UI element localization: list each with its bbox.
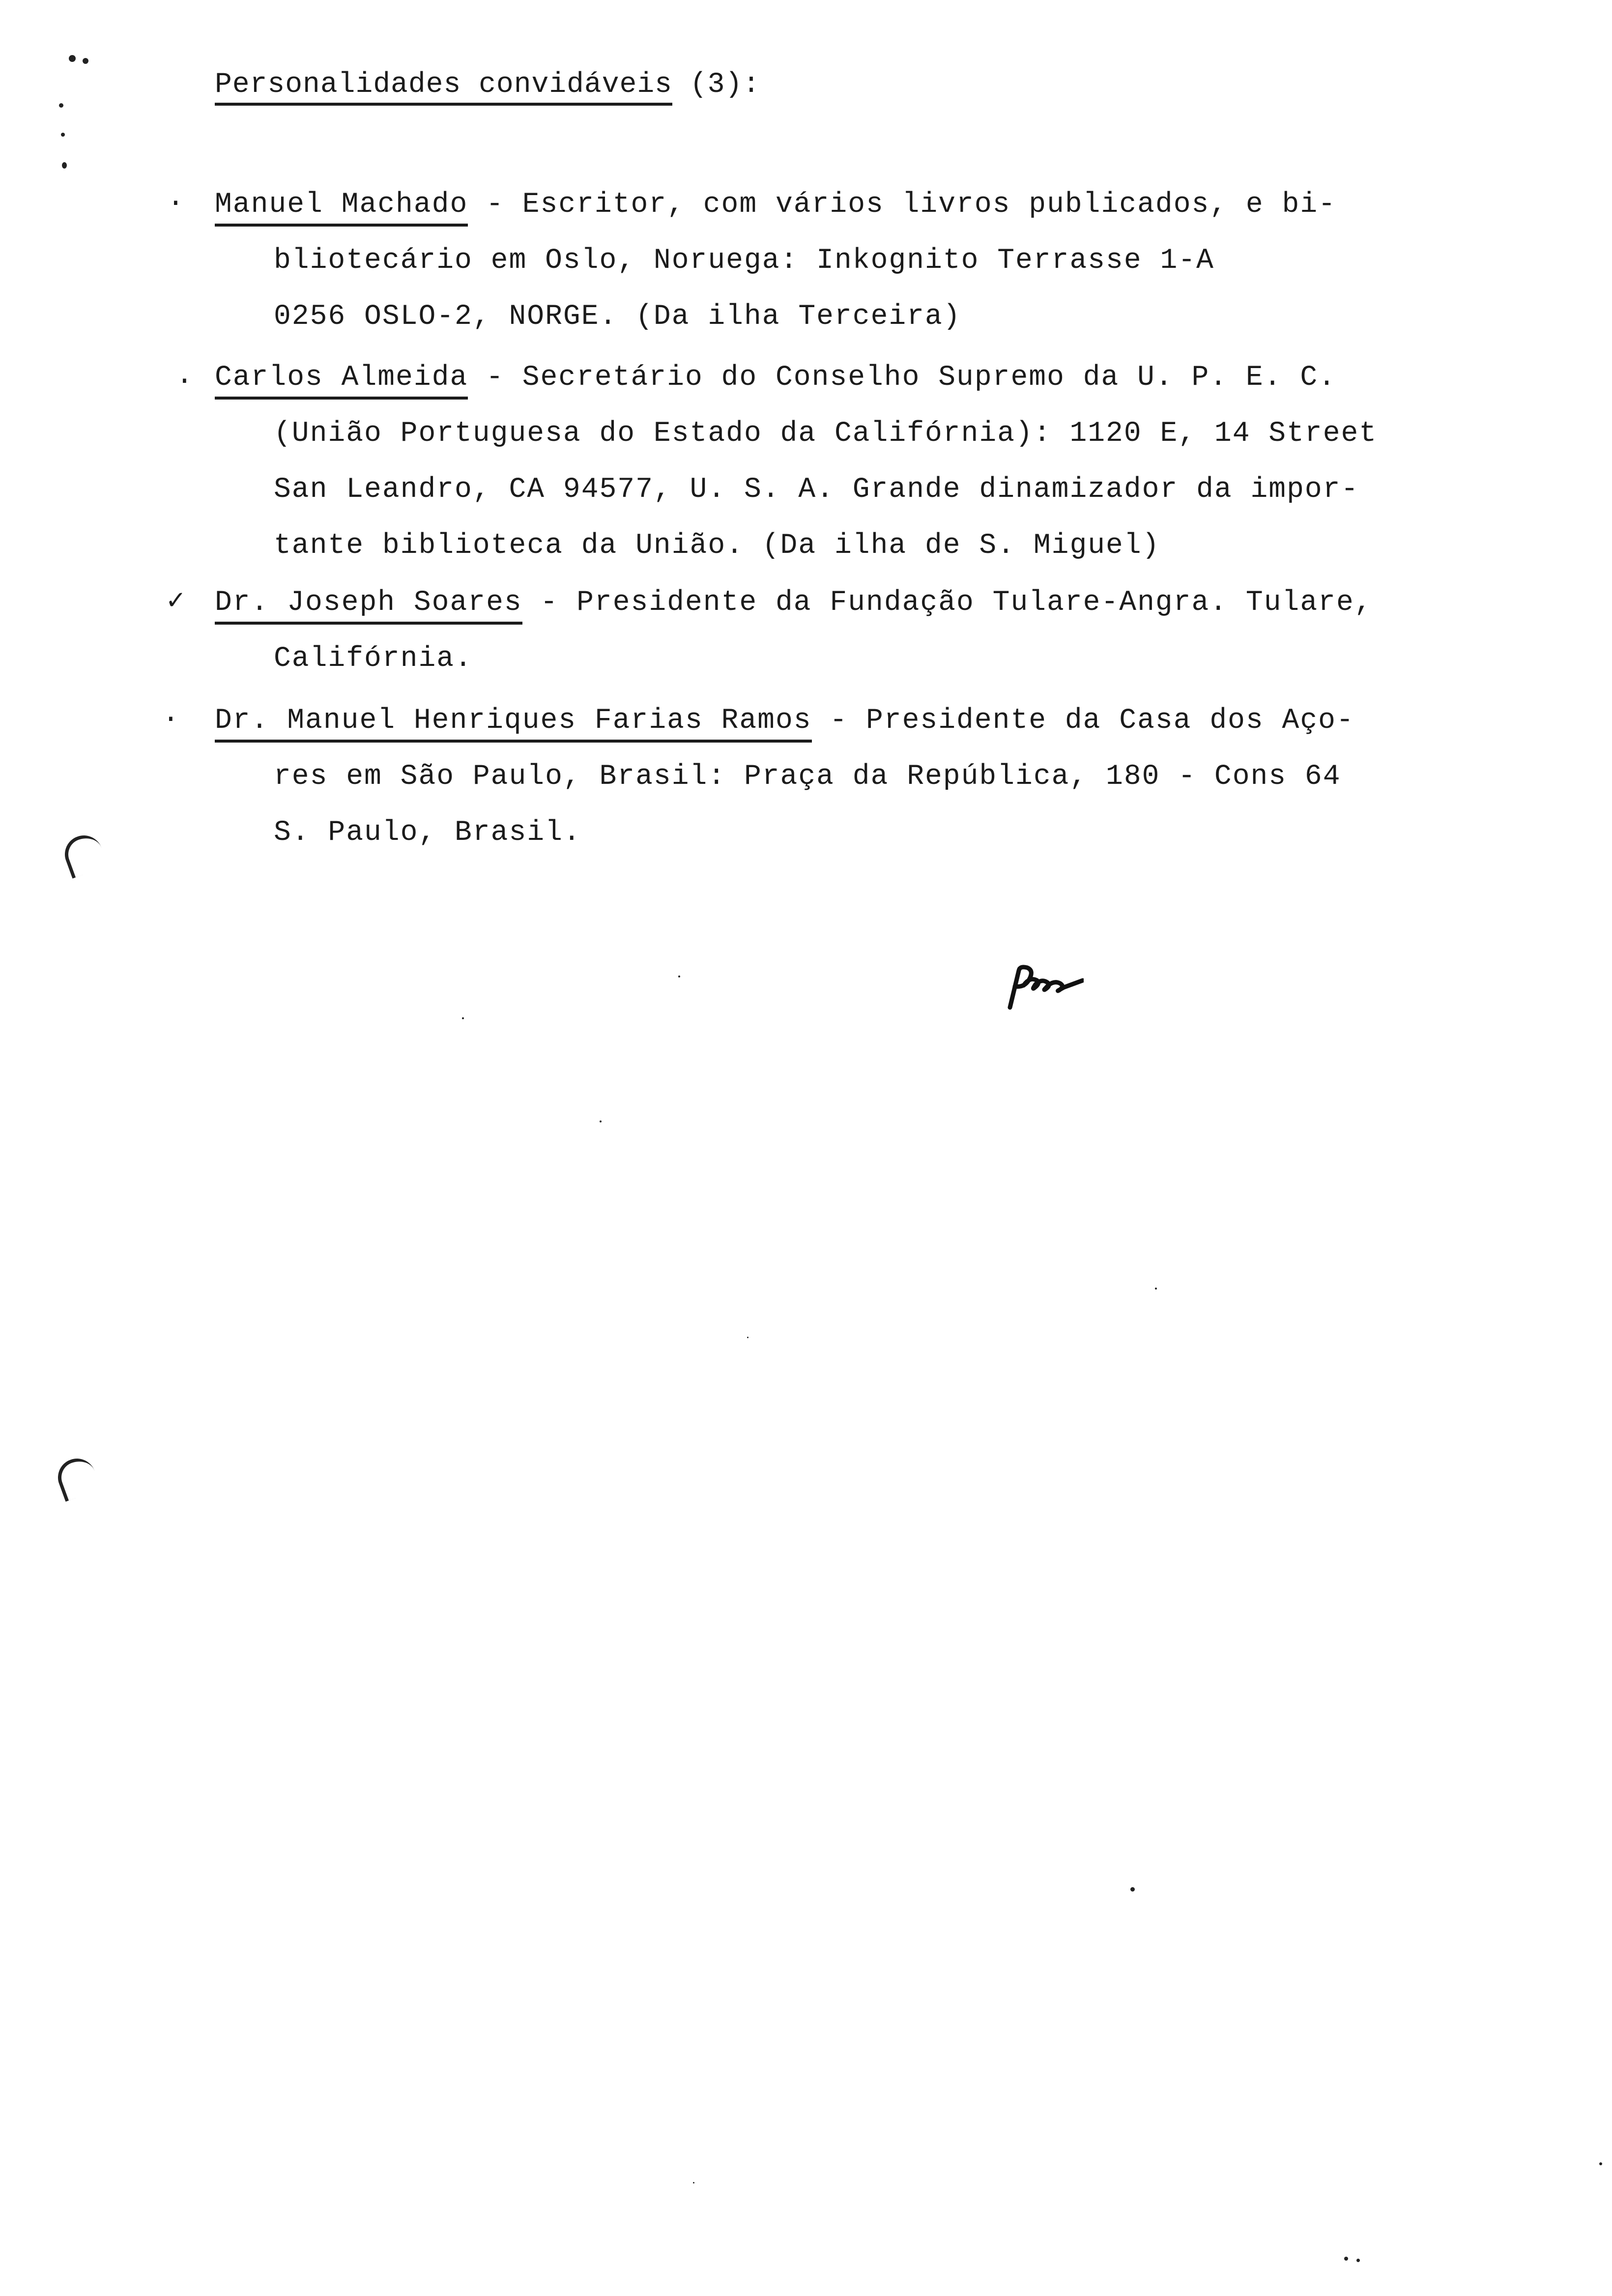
page-heading <box>215 63 760 107</box>
entry-name: Manuel Machado <box>215 189 468 227</box>
entry-text: res em São Paulo, Brasil: Praça da República, 180 - Cons 64 <box>274 761 1341 793</box>
entry-text: S. Paulo, Brasil. <box>274 817 581 849</box>
entry-text: 0256 OSLO-2, NORGE. (Da ilha Terceira) <box>274 301 961 333</box>
entry-carlos-almeida <box>215 350 1377 574</box>
handwritten-initials <box>1000 961 1084 1015</box>
paper-speck <box>747 1337 748 1338</box>
paper-speck <box>1130 1887 1135 1892</box>
heading-suffix: (3): <box>672 69 760 101</box>
punch-mark <box>59 103 63 108</box>
punch-mark <box>83 58 88 64</box>
entry-text: bliotecário em Oslo, Noruega: Inkognito Terrasse 1-A <box>274 245 1214 277</box>
entry-name: Dr. Manuel Henriques Farias Ramos <box>215 705 812 743</box>
paper-speck <box>600 1120 602 1122</box>
entry-marker: · <box>162 704 179 736</box>
entry-text: - Escritor, com vários livros publicados, e bi- <box>468 189 1336 221</box>
paper-speck <box>1155 1288 1157 1290</box>
entry-name: Dr. Joseph Soares <box>215 587 522 625</box>
entry-joseph-soares <box>215 575 1373 687</box>
entry-marker: · <box>167 188 184 220</box>
punch-mark <box>69 55 76 62</box>
entry-manuel-ramos <box>215 693 1354 861</box>
entry-text: (União Portuguesa do Estado da Califórnia): 1120 E, 14 Street <box>274 418 1378 450</box>
entry-text: - Secretário do Conselho Supremo da U. P. E. C. <box>468 362 1336 394</box>
paper-speck <box>1344 2257 1348 2261</box>
entry-marker: . <box>176 360 193 392</box>
entry-text: - Presidente da Casa dos Aço- <box>811 705 1354 737</box>
punch-mark <box>62 162 67 169</box>
entry-text: - Presidente da Fundação Tulare-Angra. Tulare, <box>522 587 1373 619</box>
entry-name: Carlos Almeida <box>215 362 468 400</box>
entry-text: Califórnia. <box>274 643 473 675</box>
paper-speck <box>1356 2259 1360 2262</box>
hole-punch-arc <box>53 1453 101 1502</box>
hole-punch-arc <box>59 830 108 879</box>
paper-speck <box>1599 2162 1602 2165</box>
entry-text: San Leandro, CA 94577, U. S. A. Grande dinamizador da impor- <box>274 474 1359 506</box>
entry-manuel-machado <box>215 177 1336 345</box>
punch-mark <box>61 133 65 137</box>
paper-speck <box>462 1017 464 1019</box>
heading-title: Personalidades convidáveis <box>215 69 672 106</box>
paper-speck <box>693 2182 694 2183</box>
paper-speck <box>678 976 680 977</box>
entry-marker: ✓ <box>167 586 184 618</box>
entry-text: tante biblioteca da União. (Da ilha de S. Miguel) <box>274 530 1160 562</box>
